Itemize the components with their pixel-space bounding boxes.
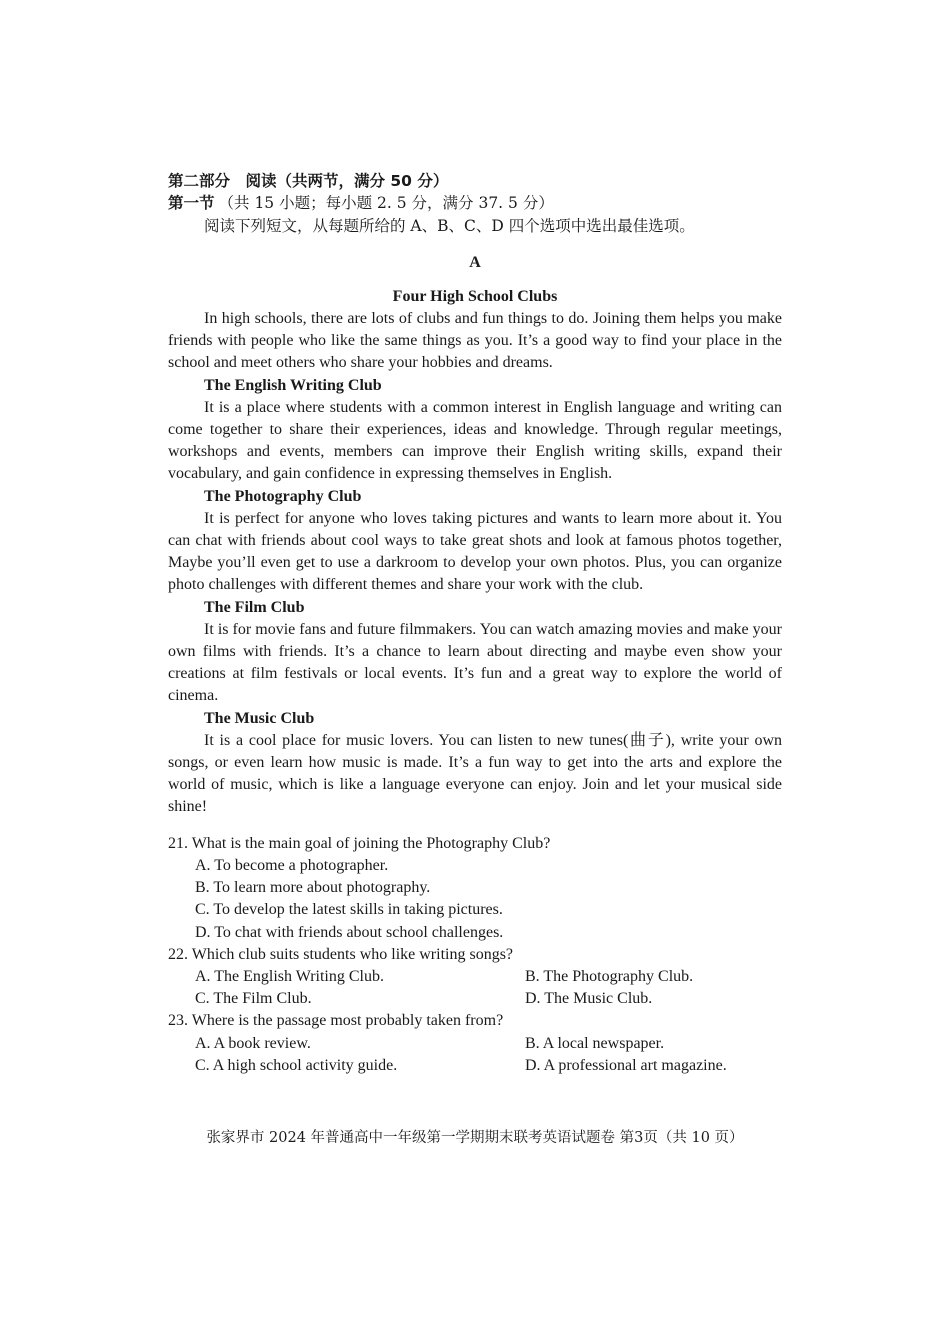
question-23-stem: 23. Where is the passage most probably taken from?: [168, 1012, 504, 1030]
question-22-option-a: A. The English Writing Club.: [195, 967, 384, 985]
passage-letter: A: [469, 253, 481, 271]
club-text-photography: It is perfect for anyone who loves taking pictures and wants to learn more about it. You can chat with friends about cool ways to take great shots and look at famous photos together, Maybe you’ll even get to use a darkroom to develop your own photos. Plus, you can organize photo challenges with different themes and share your work with the club.: [168, 509, 782, 594]
question-22-stem: 22. Which club suits students who like writing songs?: [168, 945, 514, 963]
question-21-stem: 21. What is the main goal of joining the Photography Club?: [168, 834, 551, 852]
section-heading: [168, 192, 782, 215]
question-21-option-d: D. To chat with friends about school challenges.: [195, 923, 504, 941]
club-heading-music: The Music Club: [204, 709, 315, 727]
page-footer: 张家界市 2024 年普通高中一年级第一学期期末联考英语试题卷 第3页（共 10 页）: [206, 1130, 744, 1146]
question-22-option-d: D. The Music Club.: [525, 990, 653, 1008]
question-22-options-row-2: [168, 988, 782, 1010]
club-text-film: It is for movie fans and future filmmakers. You can watch amazing movies and make your own films with friends. It’s a chance to learn about directing and maybe even show your creations at film festivals or local events. It’s fun and a great way to explore the world of cinema.: [168, 620, 782, 705]
part-title: 第二部分 阅读（共两节，满分 50 分）: [168, 172, 449, 190]
club-heading-film: The Film Club: [204, 598, 305, 616]
question-23-option-b: B. A local newspaper.: [525, 1034, 665, 1052]
club-text-music: It is a cool place for music lovers. You can listen to new tunes(曲子), write your own songs, or even learn how music is made. It’s a fun way to get into the arts and explore the world of music, which is like a language everyone can enjoy. Join and let your musical side shine!: [168, 731, 782, 816]
passage-intro: In high schools, there are lots of clubs and fun things to do. Joining them helps you make friends with people who like the same things as you. It’s a good way to find your place in the school and meet others who share your hobbies and dreams.: [168, 310, 782, 372]
question-22-options-row-1: [168, 966, 782, 988]
club-heading-photography: The Photography Club: [204, 487, 362, 505]
passage-title: Four High School Clubs: [392, 287, 558, 305]
question-22-option-c: C. The Film Club.: [195, 990, 312, 1008]
section-note: （共 15 小题；每小题 2. 5 分，满分 37. 5 分）: [218, 194, 554, 213]
exam-page: [168, 170, 782, 1077]
question-22-option-b: B. The Photography Club.: [525, 967, 694, 985]
question-21-option-a: A. To become a photographer.: [195, 856, 389, 874]
question-23-options-row-2: [168, 1055, 782, 1077]
question-23-option-d: D. A professional art magazine.: [525, 1056, 727, 1074]
section-title: 第一节: [168, 194, 215, 213]
club-text-english-writing: It is a place where students with a common interest in English language and writing can come together to share their experiences, ideas and knowledge. Through regular meetings, workshops and events, members can improve their English writing skills, expand their vocabulary, and gain confidence in expressing themselves in English.: [168, 398, 782, 483]
question-23-option-a: A. A book review.: [195, 1034, 311, 1052]
question-21-option-b: B. To learn more about photography.: [195, 879, 431, 897]
club-heading-english-writing: The English Writing Club: [204, 376, 382, 394]
question-21-option-c: C. To develop the latest skills in taking pictures.: [195, 901, 503, 919]
question-23-option-c: C. A high school activity guide.: [195, 1056, 398, 1074]
question-list: [168, 833, 782, 1077]
question-23-options-row-1: [168, 1033, 782, 1055]
instruction: 阅读下列短文，从每题所给的 A、B、C、D 四个选项中选出最佳选项。: [204, 217, 695, 236]
